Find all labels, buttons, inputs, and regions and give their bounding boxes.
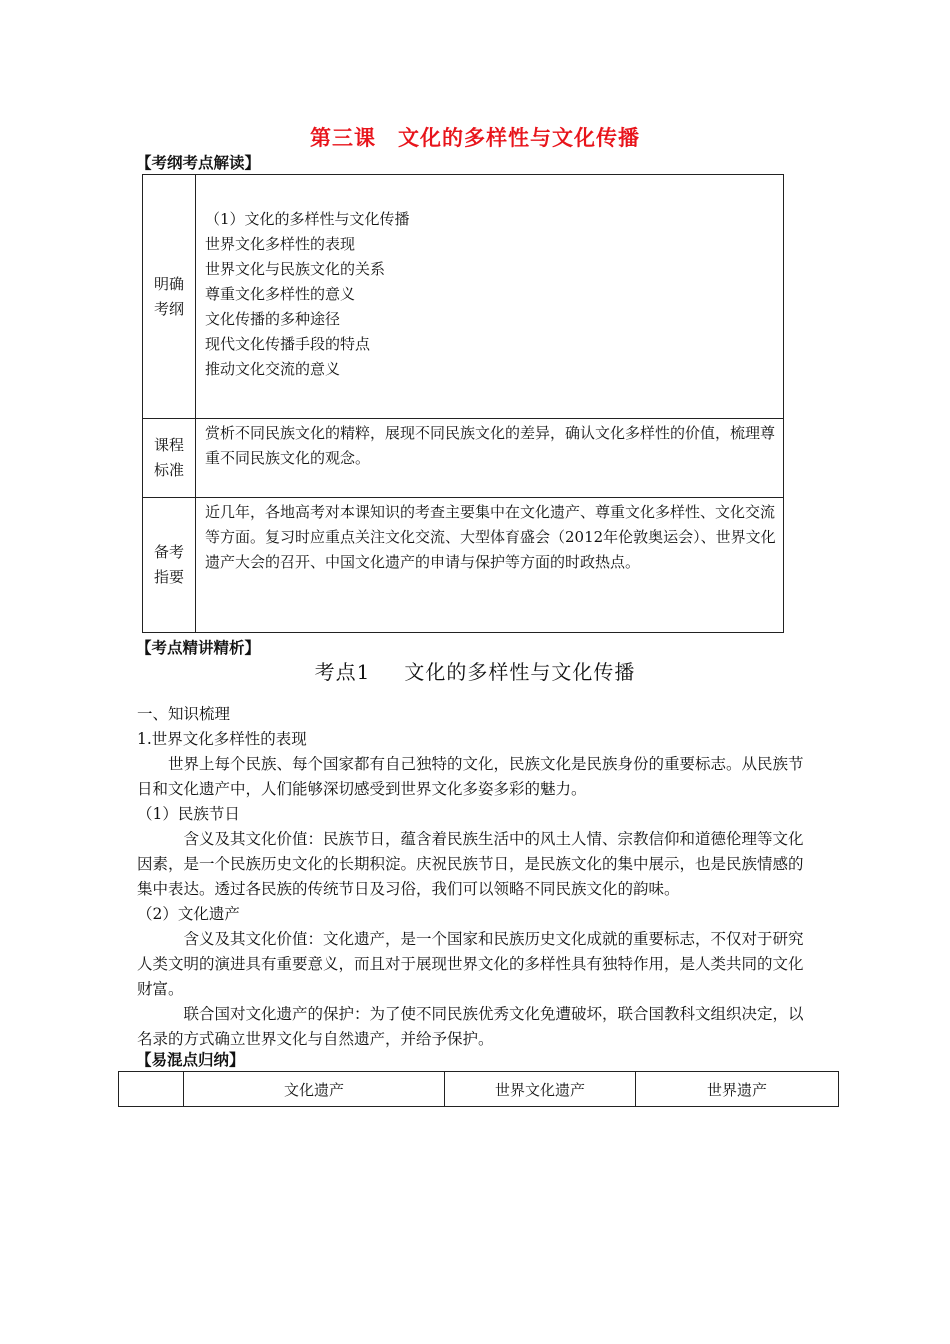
outline-line: （1）文化的多样性与文化传播 [205, 210, 410, 228]
knowledge-heading: 一、知识梳理 [137, 705, 231, 723]
table-cell [119, 1072, 184, 1107]
table-cell: 世界遗产 [636, 1072, 839, 1107]
section-confuse-label: 【易混点归纳】 [136, 1051, 245, 1069]
table-cell: 文化遗产 [184, 1072, 445, 1107]
kaodian-name: 文化的多样性与文化传播 [404, 660, 636, 684]
subheading-heritage: （2）文化遗产 [137, 905, 240, 923]
section-outline-label: 【考纲考点解读】 [136, 154, 261, 172]
outline-row-body: 近几年，各地高考对本课知识的考查主要集中在文化遗产、尊重文化多样性、文化交流等方面。复习时应重点关注文化交流、大型体育盛会（2012年伦敦奥运会）、世界文化遗产大会的召开、中国文化遗产的申请与保护等方面的时政热点。 [196, 498, 784, 633]
outline-row-head: 明确 考纲 [143, 175, 196, 419]
outline-line: 世界文化与民族文化的关系 [205, 260, 386, 278]
kaodian-title [0, 656, 950, 685]
outline-table [142, 174, 784, 633]
outline-line: 尊重文化多样性的意义 [205, 285, 356, 303]
page-title: 第三课 文化的多样性与文化传播 [310, 126, 640, 150]
outline-row-body: 赏析不同民族文化的精粹，展现不同民族文化的差异，确认文化多样性的价值，梳理尊重不同民族文化的观念。 [196, 419, 784, 498]
outline-row-3 [143, 498, 784, 633]
knowledge-item-1: 1.世界文化多样性的表现 [137, 730, 307, 748]
knowledge-section [137, 702, 817, 1052]
outline-row-1 [143, 175, 784, 419]
table-row [119, 1072, 839, 1107]
outline-row-head: 课程 标准 [143, 419, 196, 498]
outline-line: 世界文化多样性的表现 [205, 235, 356, 253]
subheading-festival: （1）民族节日 [137, 805, 240, 823]
outline-row-head: 备考 指要 [143, 498, 196, 633]
outline-line: 文化传播的多种途径 [205, 310, 341, 328]
outline-row-body [196, 175, 784, 419]
outline-line: 现代文化传播手段的特点 [205, 335, 371, 353]
kaodian-label: 考点1 [314, 660, 371, 684]
table-cell: 世界文化遗产 [445, 1072, 636, 1107]
confuse-table [118, 1071, 839, 1107]
outline-line: 推动文化交流的意义 [205, 360, 341, 378]
paragraph: 含义及其文化价值：民族节日，蕴含着民族生活中的风土人情、宗教信仰和道德伦理等文化因素，是一个民族历史文化的长期积淀。庆祝民族节日，是民族文化的集中展示，也是民族情感的集中表达。透过各民族的传统节日及习俗，我们可以领略不同民族文化的韵味。 [137, 830, 804, 898]
paragraph: 世界上每个民族、每个国家都有自己独特的文化，民族文化是民族身份的重要标志。从民族节日和文化遗产中，人们能够深切感受到世界文化多姿多彩的魅力。 [137, 755, 804, 798]
section-analysis-label: 【考点精讲精析】 [136, 639, 261, 657]
paragraph: 含义及其文化价值：文化遗产，是一个国家和民族历史文化成就的重要标志，不仅对于研究人类文明的演进具有重要意义，而且对于展现世界文化的多样性具有独特作用，是人类共同的文化财富。 [137, 930, 804, 998]
paragraph: 联合国对文化遗产的保护：为了使不同民族优秀文化免遭破坏，联合国教科文组织决定，以名录的方式确立世界文化与自然遗产，并给予保护。 [137, 1005, 804, 1048]
outline-row-2 [143, 419, 784, 498]
